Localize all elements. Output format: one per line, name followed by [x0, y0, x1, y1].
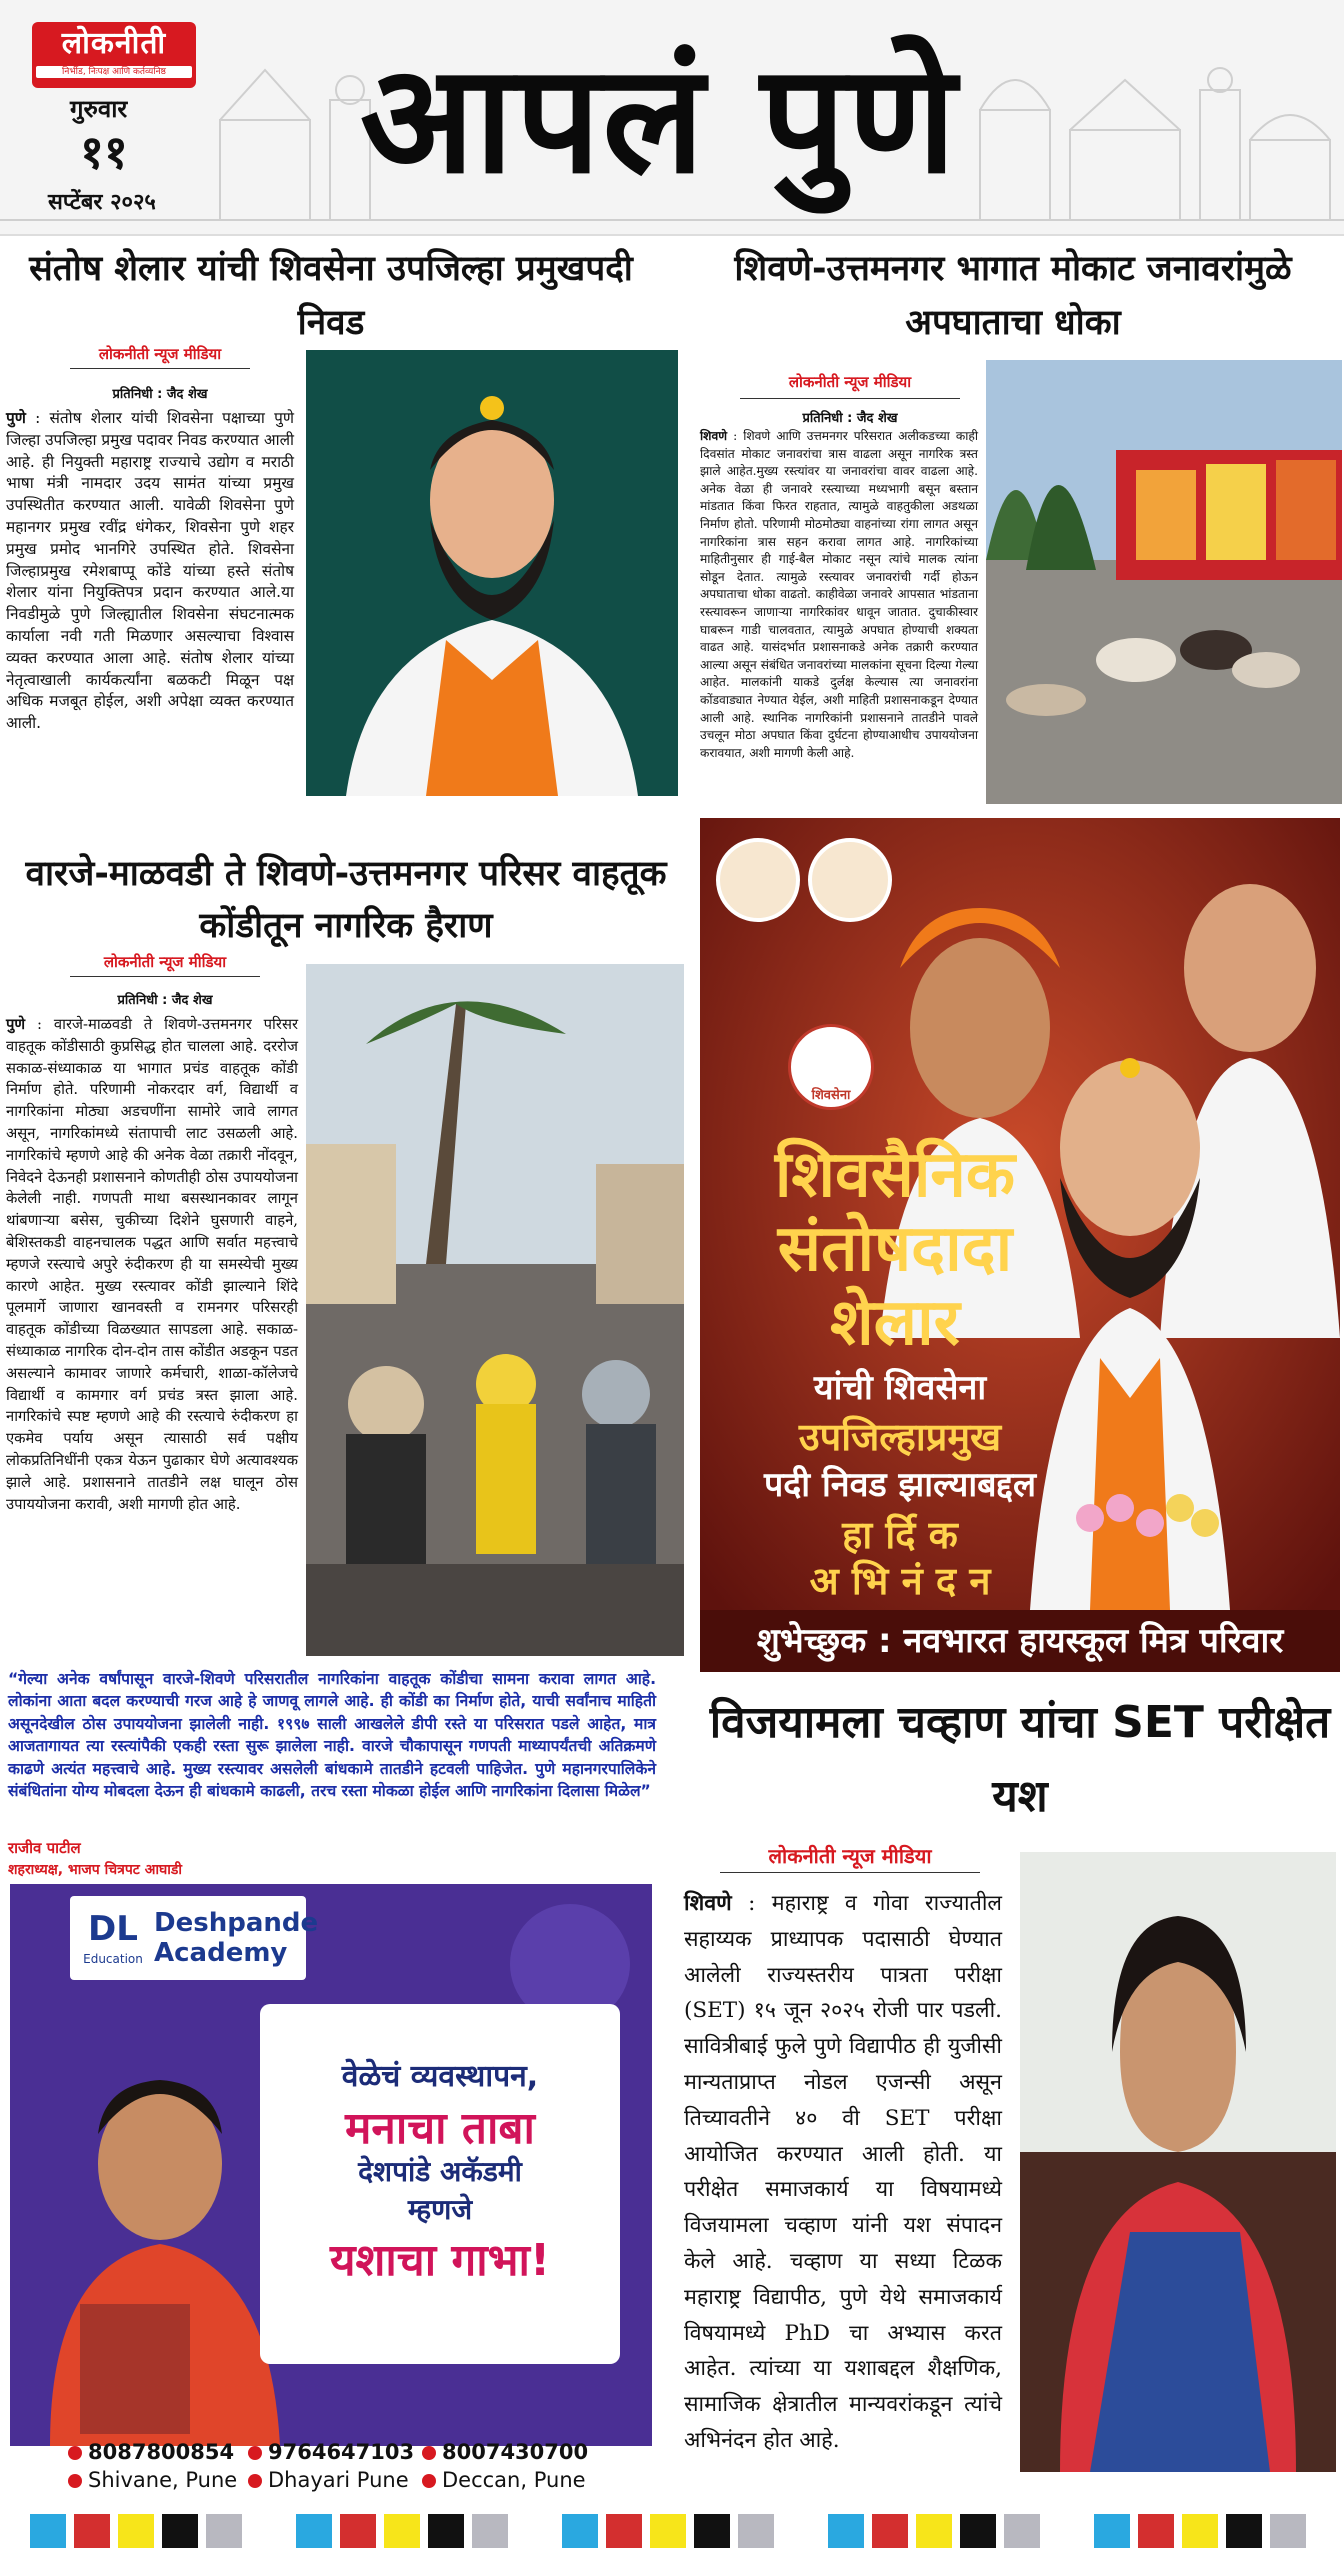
color-swatch [916, 2514, 952, 2548]
location-icon [422, 2474, 436, 2488]
month-year: सप्टेंबर २०२५ [48, 190, 156, 215]
article3-photo [306, 964, 684, 1656]
color-swatch [738, 2514, 774, 2548]
article2-headline: शिवणे-उत्तमनगर भागात मोकाट जनावरांमुळे अपघाताचा धोका [734, 249, 1292, 343]
shivsena-badge: शिवसेना [788, 1024, 874, 1110]
article1-headline: संतोष शेलार यांची शिवसेना उपजिल्हा प्रमुखपदी निवड [29, 249, 633, 343]
color-swatch [606, 2514, 642, 2548]
article1-rule [70, 368, 250, 369]
ad1-line5: हा र्दि क [842, 1513, 958, 1557]
phone-number: 8087800854 [88, 2440, 235, 2464]
academy-branch-3 [422, 2468, 586, 2492]
article1-byline: लोकनीती न्यूज मीडिया [98, 345, 222, 363]
article1-text: : संतोष शेलार यांची शिवसेना पक्षाच्या पुणे जिल्हा उपजिल्हा प्रमुख पदावर निवड करण्यात आली आहे. ही नियुक्ती महाराष्ट्र राज्याचे उद्योग व मराठी भाषा मंत्री नामदार उदय सामंत यांच्या प्रमुख उपस्थितीत करण्यात आली. यावेळी शिवसेना पुणे महानगर प्रमुख रवींद्र धंगेकर, शिवसेना पुणे शहर प्रमुख प्रमोद भानगिरे उपस्थित होते. शिवसेना जिल्हाप्रमुख रमेशबाप्पू कोंडे यांच्या हस्ते संतोष शेलार यांना नियुक्तिपत्र प्रदान करण्यात आले.या निवडीमुळे पुणे जिल्ह्यातील शिवसेना संघटनात्मक कार्याला नवी गती मिळणार असल्याचा विश्वास व्यक्त करण्यात आला आहे. संतोष शेलार यांच्या नेतृत्वाखाली कार्यकर्त्यांना बळकटी मिळून पक्ष अधिक मजबूत होईल, अशी अपेक्षा व्यक्त करण्यात आली. [6, 409, 294, 733]
academy-phone-2[interactable] [248, 2440, 414, 2464]
ad1-line3: उपजिल्हाप्रमुख [798, 1415, 1002, 1459]
color-swatch [384, 2514, 420, 2548]
color-swatch [872, 2514, 908, 2548]
color-registration-strip [0, 2508, 1344, 2548]
academy-logo-sub: Education [83, 1952, 143, 1966]
color-swatch [1226, 2514, 1262, 2548]
article3-text: : वारजे-माळवडी ते शिवणे-उत्तमनगर परिसर वाहतूक कोंडीसाठी कुप्रसिद्ध होत चालला आहे. दररोज सकाळ-संध्याकाळ या भागात प्रचंड वाहतूक कोंडी निर्माण होते. परिणामी नोकरदार वर्ग, विद्यार्थी व नागरिकांना मोठ्या अडचणींना सामोरे जावे लागत असून, नागरिकांमध्ये संतापाची लाट उसळली आहे. नागरिकांचे म्हणणे आहे की अनेक वेळा तक्रारी नोंदवून, निवेदने देऊनही प्रशासनाने कोणतीही ठोस उपाययोजना केलेली नाही. गणपती माथा बसस्थानकावर लागून थांबणाऱ्या बसेस, चुकीच्या दिशेने घुसणारी वाहने, बेशिस्तकडी वाहनचालक पद्धत आणि सर्वात महत्त्वाचे म्हणजे रस्त्याचे अपुरे रुंदीकरण ही या समस्येची मुख्य कारणे आहेत. मुख्य रस्त्यावर कोंडी झाल्याने शिंदे पूलमार्गे जाणारा खानवस्ती व रामनगर परिसरही वाहतूक कोंडीच्या विळख्यात सापडला आहे. सकाळ-संध्याकाळ नागरिक दोन-दोन तास कोंडीत अडकून पडत असल्याने कामावर जाणारे कर्मचारी, शाळा-कॉलेजचे विद्यार्थी व कामगार वर्ग प्रचंड त्रस्त झाला आहे. नागरिकांचे स्पष्ट म्हणणे आहे की रस्त्याचे रुंदीकरण हा एकमेव पर्याय असून त्यासाठी सर्व पक्षीय लोकप्रतिनिधींनी एकत्र येऊन पुढाकार घेणे अत्यावश्यक झाले आहे. प्रशासनाने तातडीने लक्ष घालून ठोस उपाययोजना करावी, अशी मागणी होत आहे. [6, 1016, 298, 1513]
color-swatch [340, 2514, 376, 2548]
color-swatch [694, 2514, 730, 2548]
color-swatch [428, 2514, 464, 2548]
ad1-line2: यांची शिवसेना [813, 1368, 987, 1408]
academy-logo-mark: DL [88, 1909, 138, 1949]
article3-quote-role: शहराध्यक्ष, भाजप चित्रपट आघाडी [8, 1862, 183, 1878]
color-swatch [162, 2514, 198, 2548]
academy-slogan-3: देशपांडे अकॅडमी [358, 2155, 522, 2188]
academy-slogan-2: मनाचा ताबा [345, 2103, 535, 2154]
woman-portrait-image [1020, 1852, 1336, 2472]
color-swatch [206, 2514, 242, 2548]
article4-headline: विजयामला चव्हाण यांचा SET परीक्षेत यश [709, 1697, 1331, 1822]
traffic-jam-image [306, 964, 684, 1656]
shivsena-congratulation-ad [700, 818, 1340, 1672]
street-cattle-image [986, 360, 1342, 804]
newspaper-logo [32, 22, 196, 88]
academy-phone-3[interactable] [422, 2440, 588, 2464]
academy-name: Deshpande Academy [154, 1908, 319, 1968]
academy-branch-2 [248, 2468, 409, 2492]
article2-reporter: प्रतिनिधी : जैद शेख [802, 411, 898, 426]
color-swatch [828, 2514, 864, 2548]
ad1-line6: अ भि नं द न [809, 1559, 991, 1603]
color-swatch [30, 2514, 66, 2548]
day-number: ११ [80, 125, 128, 179]
academy-branch-1 [68, 2468, 237, 2492]
color-swatch [1004, 2514, 1040, 2548]
article1-lead: पुणे [6, 409, 26, 427]
newspaper-title: आपलं पुणे [360, 33, 959, 207]
color-swatch [1138, 2514, 1174, 2548]
phone-number: 8007430700 [442, 2440, 589, 2464]
logo-tagline: निर्भीड, निःपक्ष आणि कर्तव्यनिष्ठ [36, 66, 192, 78]
article4-photo [1020, 1852, 1336, 2472]
article2-lead: शिवणे [700, 429, 728, 443]
ad1-line4: पदी निवड झाल्याबद्दल [763, 1465, 1037, 1505]
color-swatch [74, 2514, 110, 2548]
color-swatch [296, 2514, 332, 2548]
article3-byline: लोकनीती न्यूज मीडिया [103, 953, 227, 971]
phone-icon [248, 2446, 262, 2460]
logo-text: लोकनीती [61, 26, 167, 61]
academy-slogan-4: म्हणजे [407, 2193, 473, 2226]
color-swatch [562, 2514, 598, 2548]
academy-phone-1[interactable] [68, 2440, 234, 2464]
location-icon [68, 2474, 82, 2488]
article4-text: : महाराष्ट्र व गोवा राज्यातील सहाय्यक प्राध्यापक पदासाठी घेण्यात आलेली राज्यस्तरीय पात्रता परीक्षा (SET) १५ जून २०२५ रोजी पार पडली. सावित्रीबाई फुले पुणे विद्यापीठ ही युजीसी मान्यताप्राप्त नोडल एजन्सी असून तिच्यावतीने ४० वी SET परीक्षा आयोजित करण्यात आली होती. या परीक्षेत समाजकार्य या विषयामध्ये विजयामला चव्हाण यांनी यश संपादन केले आहे. चव्हाण या सध्या टिळक महाराष्ट्र विद्यापीठ, पुणे येथे समाजकार्य विषयामध्ये PhD चा अभ्यास करत आहेत. त्यांच्या या यशाबद्दल शैक्षणिक, सामाजिक क्षेत्रातील मान्यवरांकडून त्यांचे अभिनंदन होत आहे. [684, 1891, 1002, 2453]
phone-icon [68, 2446, 82, 2460]
article3-body [6, 1014, 298, 1515]
branch-name: Deccan, Pune [442, 2468, 586, 2492]
article2-photo [986, 360, 1342, 804]
portrait-image [306, 350, 678, 796]
article4-body [684, 1886, 1002, 2459]
article3-rule [70, 976, 260, 977]
article4-rule [720, 1872, 980, 1873]
color-swatch [1270, 2514, 1306, 2548]
color-swatch [118, 2514, 154, 2548]
color-swatch [1094, 2514, 1130, 2548]
article2-body [700, 428, 978, 762]
color-swatch [960, 2514, 996, 2548]
article2-text: : शिवणे आणि उत्तमनगर परिसरात अलीकडच्या काही दिवसांत मोकाट जनावरांचा त्रास वाढला असून नागरिक त्रस्त झाले आहेत.मुख्य रस्त्यांवर या जनावरांचा वावर वाढला आहे. अनेक वेळा ही जनावरे रस्त्याच्या मध्यभागी बसून बस्तान मांडतात किंवा फिरत राहतात, त्यामुळे वाहतुकीला अडथळा निर्माण होतो. परिणामी मोठमोठ्या वाहनांच्या रांगा लागत असून नागरिकांना त्रास सहन करावा लागत आहे. नागरिकांच्या माहितीनुसार ही गाई-बैल मोकाट नसून त्यांचे मालक त्यांना सोडून देतात. त्यामुळे रस्त्यावर जनावरांची गर्दी होऊन अपघाताचा धोका वाढतो. काहीवेळा जनावरे आपसात भांडताना रस्त्यावरून जाणाऱ्या नागरिकांवर धावून जातात. दुचाकीस्वार घाबरून गाडी चालवतात, त्यामुळे अपघात होण्याची शक्यता वाढत आहे. यासंदर्भात प्रशासनाकडे अनेक तक्रारी करण्यात आल्या असून संबंधित जनावरांच्या मालकांना सूचना दिल्या गेल्या आहेत. मालकांनी याकडे दुर्लक्ष केल्यास त्या जनावरांना कोंडवाड्यात नेण्यात येईल, अशी माहिती प्रशासनाकडून देण्यात आली आहे. स्थानिक नागरिकांनी प्रशासनाने तातडीने पावले उचलून मोठा अपघात किंवा दुर्घटना होण्याआधीच उपाययोजना करावयात, अशी मागणी केली आहे. [700, 429, 978, 760]
article1-photo [306, 350, 678, 796]
ad1-name-line: शिवसैनिक संतोषदादा शेलार [774, 1138, 1016, 1360]
location-icon [248, 2474, 262, 2488]
ad1-footer: शुभेच्छुक : नवभारत हायस्कूल मित्र परिवार [700, 1610, 1340, 1672]
academy-logo [70, 1896, 319, 1980]
article1-reporter: प्रतिनिधी : जैद शेख [112, 387, 208, 402]
deshpande-academy-ad [10, 1884, 652, 2446]
masthead [0, 0, 1344, 236]
article2-rule [740, 398, 960, 399]
article3-reporter: प्रतिनिधी : जैद शेख [117, 993, 213, 1008]
article4-lead: शिवणे [684, 1891, 732, 1916]
article3-quote-name: राजीव पाटील [8, 1839, 81, 1857]
color-swatch [472, 2514, 508, 2548]
day-name: गुरुवार [70, 95, 128, 123]
branch-name: Shivane, Pune [88, 2468, 238, 2492]
phone-number: 9764647103 [268, 2440, 415, 2464]
branch-name: Dhayari Pune [268, 2468, 409, 2492]
color-swatch [650, 2514, 686, 2548]
article2-byline: लोकनीती न्यूज मीडिया [788, 373, 912, 391]
academy-slogan-1: वेळेचं व्यवस्थापन, [341, 2059, 539, 2094]
article3-quote: “गेल्या अनेक वर्षांपासून वारजे-शिवणे परिसरातील नागरिकांना वाहतूक कोंडीचा सामना करावा लागत आहे. लोकांना आता बदल करण्याची गरज आहे हे जाणवू लागले आहे. ही कोंडी का निर्माण होते, याची सर्वांनाच माहिती असूनदेखील ठोस उपाययोजना झालेली नाही. १९९७ साली आखलेले डीपी रस्ते या परिसरात पडले आहेत, मात्र आजतागायत त्या रस्त्यांपैकी एकही रस्ता सुरू झालेला नाही. वारजे चौकापासून गणपती माथ्यापर्यंतची अतिक्रमणे काढणे अत्यंत महत्त्वाचे आहे. मुख्य रस्त्यावर असलेली बांधकामे तातडीने हटवली पाहिजेत. पुणे महानगरपालिकेने संबंधितांना योग्य मोबदला देऊन ही बांधकामे काढली, तरच रस्ता मोकळा होईल आणि नागरिकांना दिलासा मिळेल” [8, 1670, 656, 1801]
academy-slogan-5: यशाचा गाभा! [329, 2235, 551, 2286]
color-swatch [1182, 2514, 1218, 2548]
article3-lead: पुणे [6, 1016, 26, 1033]
article3-headline: वारजे-माळवडी ते शिवणे-उत्तमनगर परिसर वाहतूक कोंडीतून नागरिक हैराण [25, 854, 667, 946]
phone-icon [422, 2446, 436, 2460]
article4-byline: लोकनीती न्यूज मीडिया [768, 1844, 932, 1868]
article1-body [6, 408, 294, 735]
